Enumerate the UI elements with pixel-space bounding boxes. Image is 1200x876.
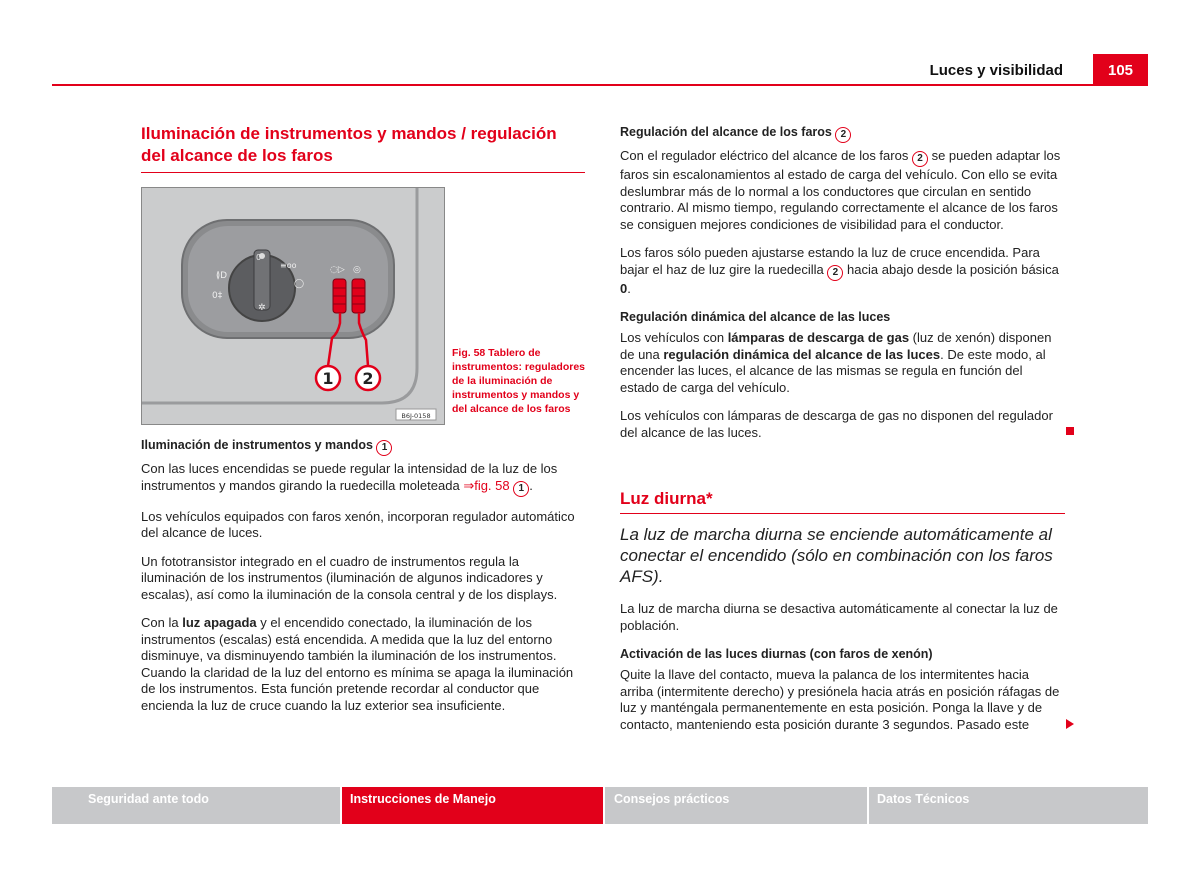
section-heading: Iluminación de instrumentos y mandos / regulación del alcance de los faros — [141, 124, 557, 165]
page-number: 105 — [1093, 54, 1148, 86]
svg-text:✲: ✲ — [258, 303, 266, 313]
footer-tab-operation[interactable]: Instrucciones de Manejo — [342, 787, 603, 824]
paragraph-2: Los vehículos equipados con faros xenón, incorporan regulador automático del alcance de luces. — [141, 508, 575, 540]
heading-rule-2 — [620, 513, 1065, 514]
section-heading-daytime: Luz diurna* — [620, 489, 713, 508]
end-of-section-marker — [1066, 427, 1074, 435]
right-column — [620, 124, 1065, 441]
p6-end: . — [627, 280, 631, 296]
left-text — [141, 437, 585, 714]
paragraph-1-text: Con las luces encendidas se puede regular la intensidad de la luz de los instrumentos y mandos girando la ruedecilla moleteada — [141, 461, 558, 493]
marker-2: 2 — [835, 127, 851, 143]
subheading-label: Iluminación de instrumentos y mandos — [141, 438, 373, 452]
svg-text:◌▷: ◌▷ — [330, 265, 345, 275]
p5-pre: Con el regulador eléctrico del alcance de los faros — [620, 148, 909, 163]
footer-tab-safety[interactable]: Seguridad ante todo — [52, 787, 340, 824]
svg-text:◯: ◯ — [294, 279, 305, 289]
p4-post: y el encendido conectado, la iluminación de los instrumentos (escalas) está encendida. A medida que la luz del entorno disminuye, va disminuyendo también la iluminación de los instrumentos. Cuando la claridad de la luz del entorno es mínima se apaga la iluminación de los instrumentos. Esta función pretende recordar al conductor que encienda la luz de cruce cuando la luz exterior sea insuficiente. — [141, 615, 574, 713]
marker-2-inline: 2 — [912, 151, 928, 167]
paragraph-3: Un fototransistor integrado en el cuadro de instrumentos regula la iluminación de los instrumentos (iluminación de algunos indicadores y escalas), así como la iluminación de la consola central y de los displays. — [141, 553, 558, 602]
p4-bold: luz apagada — [182, 615, 257, 630]
section-title: Luces y visibilidad — [929, 62, 1063, 79]
svg-text:≬D: ≬D — [216, 271, 228, 281]
p7-e: . De este modo, al encender las luces, el alcance de las mismas se regula en función del estado de carga del vehículo. — [620, 346, 1046, 395]
p4-pre: Con la — [141, 615, 183, 630]
subheading-dynamic: Regulación dinámica del alcance de las luces — [620, 310, 891, 324]
marker-1: 1 — [376, 440, 392, 456]
paragraph-7 — [620, 330, 1065, 396]
svg-text:0‡: 0‡ — [212, 291, 223, 301]
header-rule — [52, 84, 1148, 86]
paragraph-10: Quite la llave del contacto, mueva la palanca de los intermitentes hacia arriba (intermitente derecho) y presiónela hacia atrás en posición ráfagas de luz y manténgala permanentemente en esta posición. Ponga la llave y de contacto, manteniendo esta posición durante 3 segundos. Pasado este — [620, 667, 1060, 732]
left-column — [141, 123, 585, 173]
p7-d: regulación dinámica del alcance de las luces — [663, 346, 941, 362]
svg-text:0: 0 — [256, 253, 262, 262]
paragraph-1: Con las luces encendidas se puede regular la intensidad de la luz de los instrumentos y mandos girando la ruedecilla moleteada ⇒fig. 58 1 . — [141, 461, 585, 497]
subheading-range — [620, 124, 1065, 143]
dashboard-figure — [141, 187, 445, 425]
marker-1-inline: 1 — [513, 481, 529, 497]
paragraph-6 — [620, 245, 1065, 297]
subheading-activation: Activación de las luces diurnas (con faros de xenón) — [620, 647, 933, 661]
callout-2: 2 — [362, 369, 374, 388]
svg-text:≡oo: ≡oo — [280, 261, 297, 270]
paragraph-5 — [620, 148, 1065, 233]
figure-caption: Fig. 58 Tablero de instrumentos: reguladores de la iluminación de instrumentos y mandos y del alcance de los faros — [452, 347, 586, 415]
subheading-instruments — [141, 437, 585, 456]
callout-1: 1 — [322, 369, 334, 388]
svg-text:◎: ◎ — [353, 265, 361, 275]
p6-pre: Los faros sólo pueden ajustarse estando la luz de cruce encendida. Para bajar el haz de luz gire la ruedecilla — [620, 245, 1040, 277]
footer-tab-tips[interactable]: Consejos prácticos — [605, 787, 867, 824]
p7-c: (luz de xenón) disponen de una — [620, 330, 1052, 362]
figure-reference-link[interactable]: ⇒fig. 58 — [463, 477, 510, 493]
paragraph-9: La luz de marcha diurna se desactiva automáticamente al conectar la luz de población. — [620, 601, 1058, 633]
p6-mid: hacia abajo desde la posición básica — [847, 261, 1059, 277]
light-switch-illustration — [142, 188, 444, 424]
paragraph-8: Los vehículos con lámparas de descarga de gas no disponen del regulador del alcance de las luces. — [620, 408, 1053, 440]
p6-bold: 0 — [620, 280, 628, 296]
p5-post: se pueden adaptar los faros sin escalonamientos al estado de carga del vehículo. Con ello se evita deslumbrar más de lo normal a los conductores que circulan en sentido contrario. Al mismo tiempo, regulando correctamente el alcance de los faros se consiguen mejores condiciones de visibilidad para el conductor. — [620, 148, 1061, 232]
continue-arrow-icon — [1066, 719, 1074, 729]
p7-b: lámparas de descarga de gas — [727, 330, 910, 345]
figure-code: B6J-0158 — [401, 412, 431, 420]
lead-paragraph: La luz de marcha diurna se enciende automáticamente al conectar el encendido (sólo en combinación con los faros AFS). — [620, 525, 1053, 586]
paragraph-4 — [141, 615, 585, 714]
heading-rule — [141, 172, 585, 173]
p7-a: Los vehículos con — [620, 330, 728, 345]
marker-2-inline-b: 2 — [827, 265, 843, 281]
right-column-lower — [620, 488, 1065, 733]
footer-tab-technical[interactable]: Datos Técnicos — [869, 787, 1148, 824]
subheading-range-label: Regulación del alcance de los faros — [620, 125, 832, 139]
